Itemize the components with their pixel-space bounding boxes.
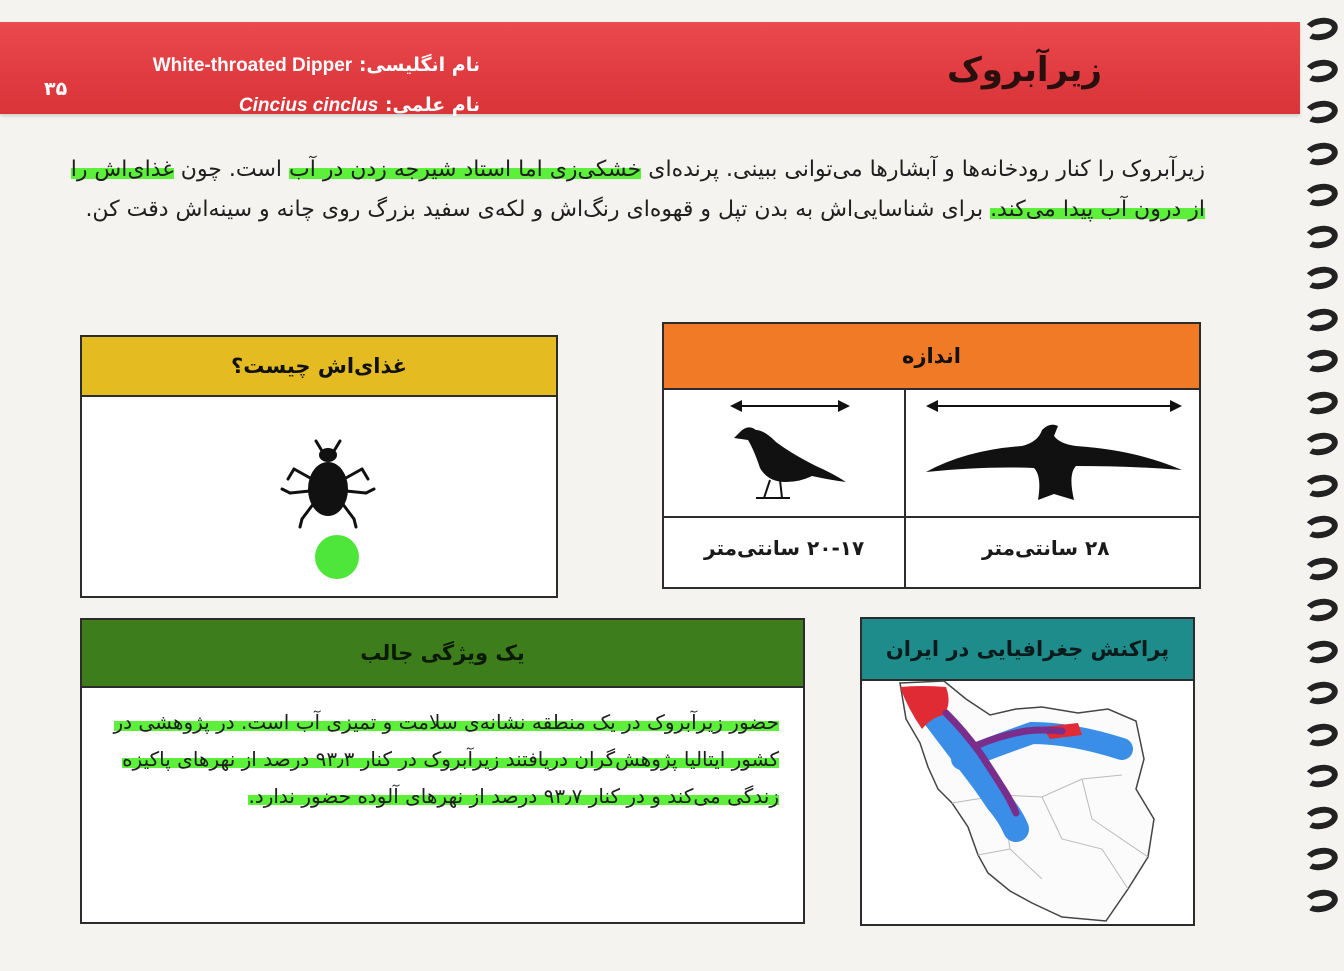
spiral-ring xyxy=(1302,762,1339,790)
scientific-name: Cincius cinclus xyxy=(238,95,379,116)
spiral-ring xyxy=(1302,430,1339,458)
spiral-ring xyxy=(1302,513,1339,541)
spiral-ring xyxy=(1302,98,1339,126)
spiral-ring xyxy=(1302,140,1339,168)
spiral-ring xyxy=(1302,845,1339,873)
feature-box xyxy=(80,618,805,924)
spiral-ring xyxy=(1302,389,1339,417)
size-box-title: اندازه xyxy=(664,324,1199,390)
page-number: ۳۵ xyxy=(44,78,68,100)
spiral-ring xyxy=(1302,721,1339,749)
iran-distribution-map xyxy=(892,679,1172,924)
wingspan-bird-silhouette-icon xyxy=(926,416,1182,504)
english-name: White-throated Dipper xyxy=(152,55,353,76)
spiral-binding xyxy=(1294,0,1344,971)
food-box xyxy=(80,335,558,598)
intro-text-1: زیرآبروک را کنار رودخانه‌ها و آبشارها می‌توانی ببینی. پرنده‌ای xyxy=(641,157,1205,182)
spiral-ring xyxy=(1302,596,1339,624)
wingspan-arrow-icon xyxy=(926,398,1182,414)
scientific-name-label: نام علمی: xyxy=(384,94,480,116)
distribution-box-title: پراکنش جغرافیایی در ایران xyxy=(862,619,1193,681)
bird-title: زیرآبروک xyxy=(946,50,1102,90)
size-divider-vertical xyxy=(904,388,906,587)
food-box-title: غذای‌اش چیست؟ xyxy=(82,337,556,397)
spiral-ring xyxy=(1302,57,1339,85)
spiral-ring xyxy=(1302,555,1339,583)
intro-paragraph xyxy=(70,150,1205,230)
small-bird-size-label: ۲۰-۱۷ سانتی‌متر xyxy=(704,536,865,560)
intro-text-2: است. چون xyxy=(173,157,290,182)
wingspan-size-label: ۲۸ سانتی‌متر xyxy=(982,536,1110,560)
spiral-ring xyxy=(1302,472,1339,500)
spiral-ring xyxy=(1302,679,1339,707)
feature-text-highlighted: حضور زیرآبروک در یک منطقه نشانه‌ی سلامت و تمیزی آب است. در پژوهشی در کشور ایتالیا پژوهش‌گران دریافتند زیرآبروک در کنار ۹۳٫۳ درصد از نهرهای پاکیزه زندگی می‌کند و در کنار ۹۳٫۷ درصد از نهرهای آلوده حضور ندارد. xyxy=(113,710,779,808)
spiral-ring xyxy=(1302,181,1339,209)
food-dot xyxy=(315,535,359,579)
beetle-icon xyxy=(278,439,378,529)
distribution-box xyxy=(860,617,1195,926)
size-divider-horizontal xyxy=(664,516,1199,518)
spiral-ring xyxy=(1302,306,1339,334)
english-name-line xyxy=(153,54,480,77)
small-bird-silhouette-icon xyxy=(730,420,850,502)
feature-text xyxy=(112,704,779,815)
intro-highlight-1: خشکی‌زی اما استاد شیرجه زدن در آب xyxy=(289,157,642,182)
spiral-ring xyxy=(1302,15,1339,43)
page-header xyxy=(0,22,1300,114)
spiral-ring xyxy=(1302,347,1339,375)
spiral-ring xyxy=(1302,804,1339,832)
intro-text-3: برای شناسایی‌اش به بدن تپل و قهوه‌ای رنگ‌اش و لکه‌ی سفید بزرگ روی چانه و سینه‌اش دقت کن. xyxy=(85,197,991,222)
scientific-name-line xyxy=(239,94,480,117)
size-box xyxy=(662,322,1201,589)
spiral-ring xyxy=(1302,638,1339,666)
small-size-arrow-icon xyxy=(730,398,850,414)
feature-box-title: یک ویژگی جالب xyxy=(82,620,803,688)
intro-highlight-2: غذای‌اش را از درون آب پیدا می‌کند. xyxy=(70,157,1205,222)
spiral-ring xyxy=(1302,223,1339,251)
spiral-ring xyxy=(1302,887,1339,915)
english-name-label: نام انگلیسی: xyxy=(358,54,480,76)
spiral-ring xyxy=(1302,264,1339,292)
